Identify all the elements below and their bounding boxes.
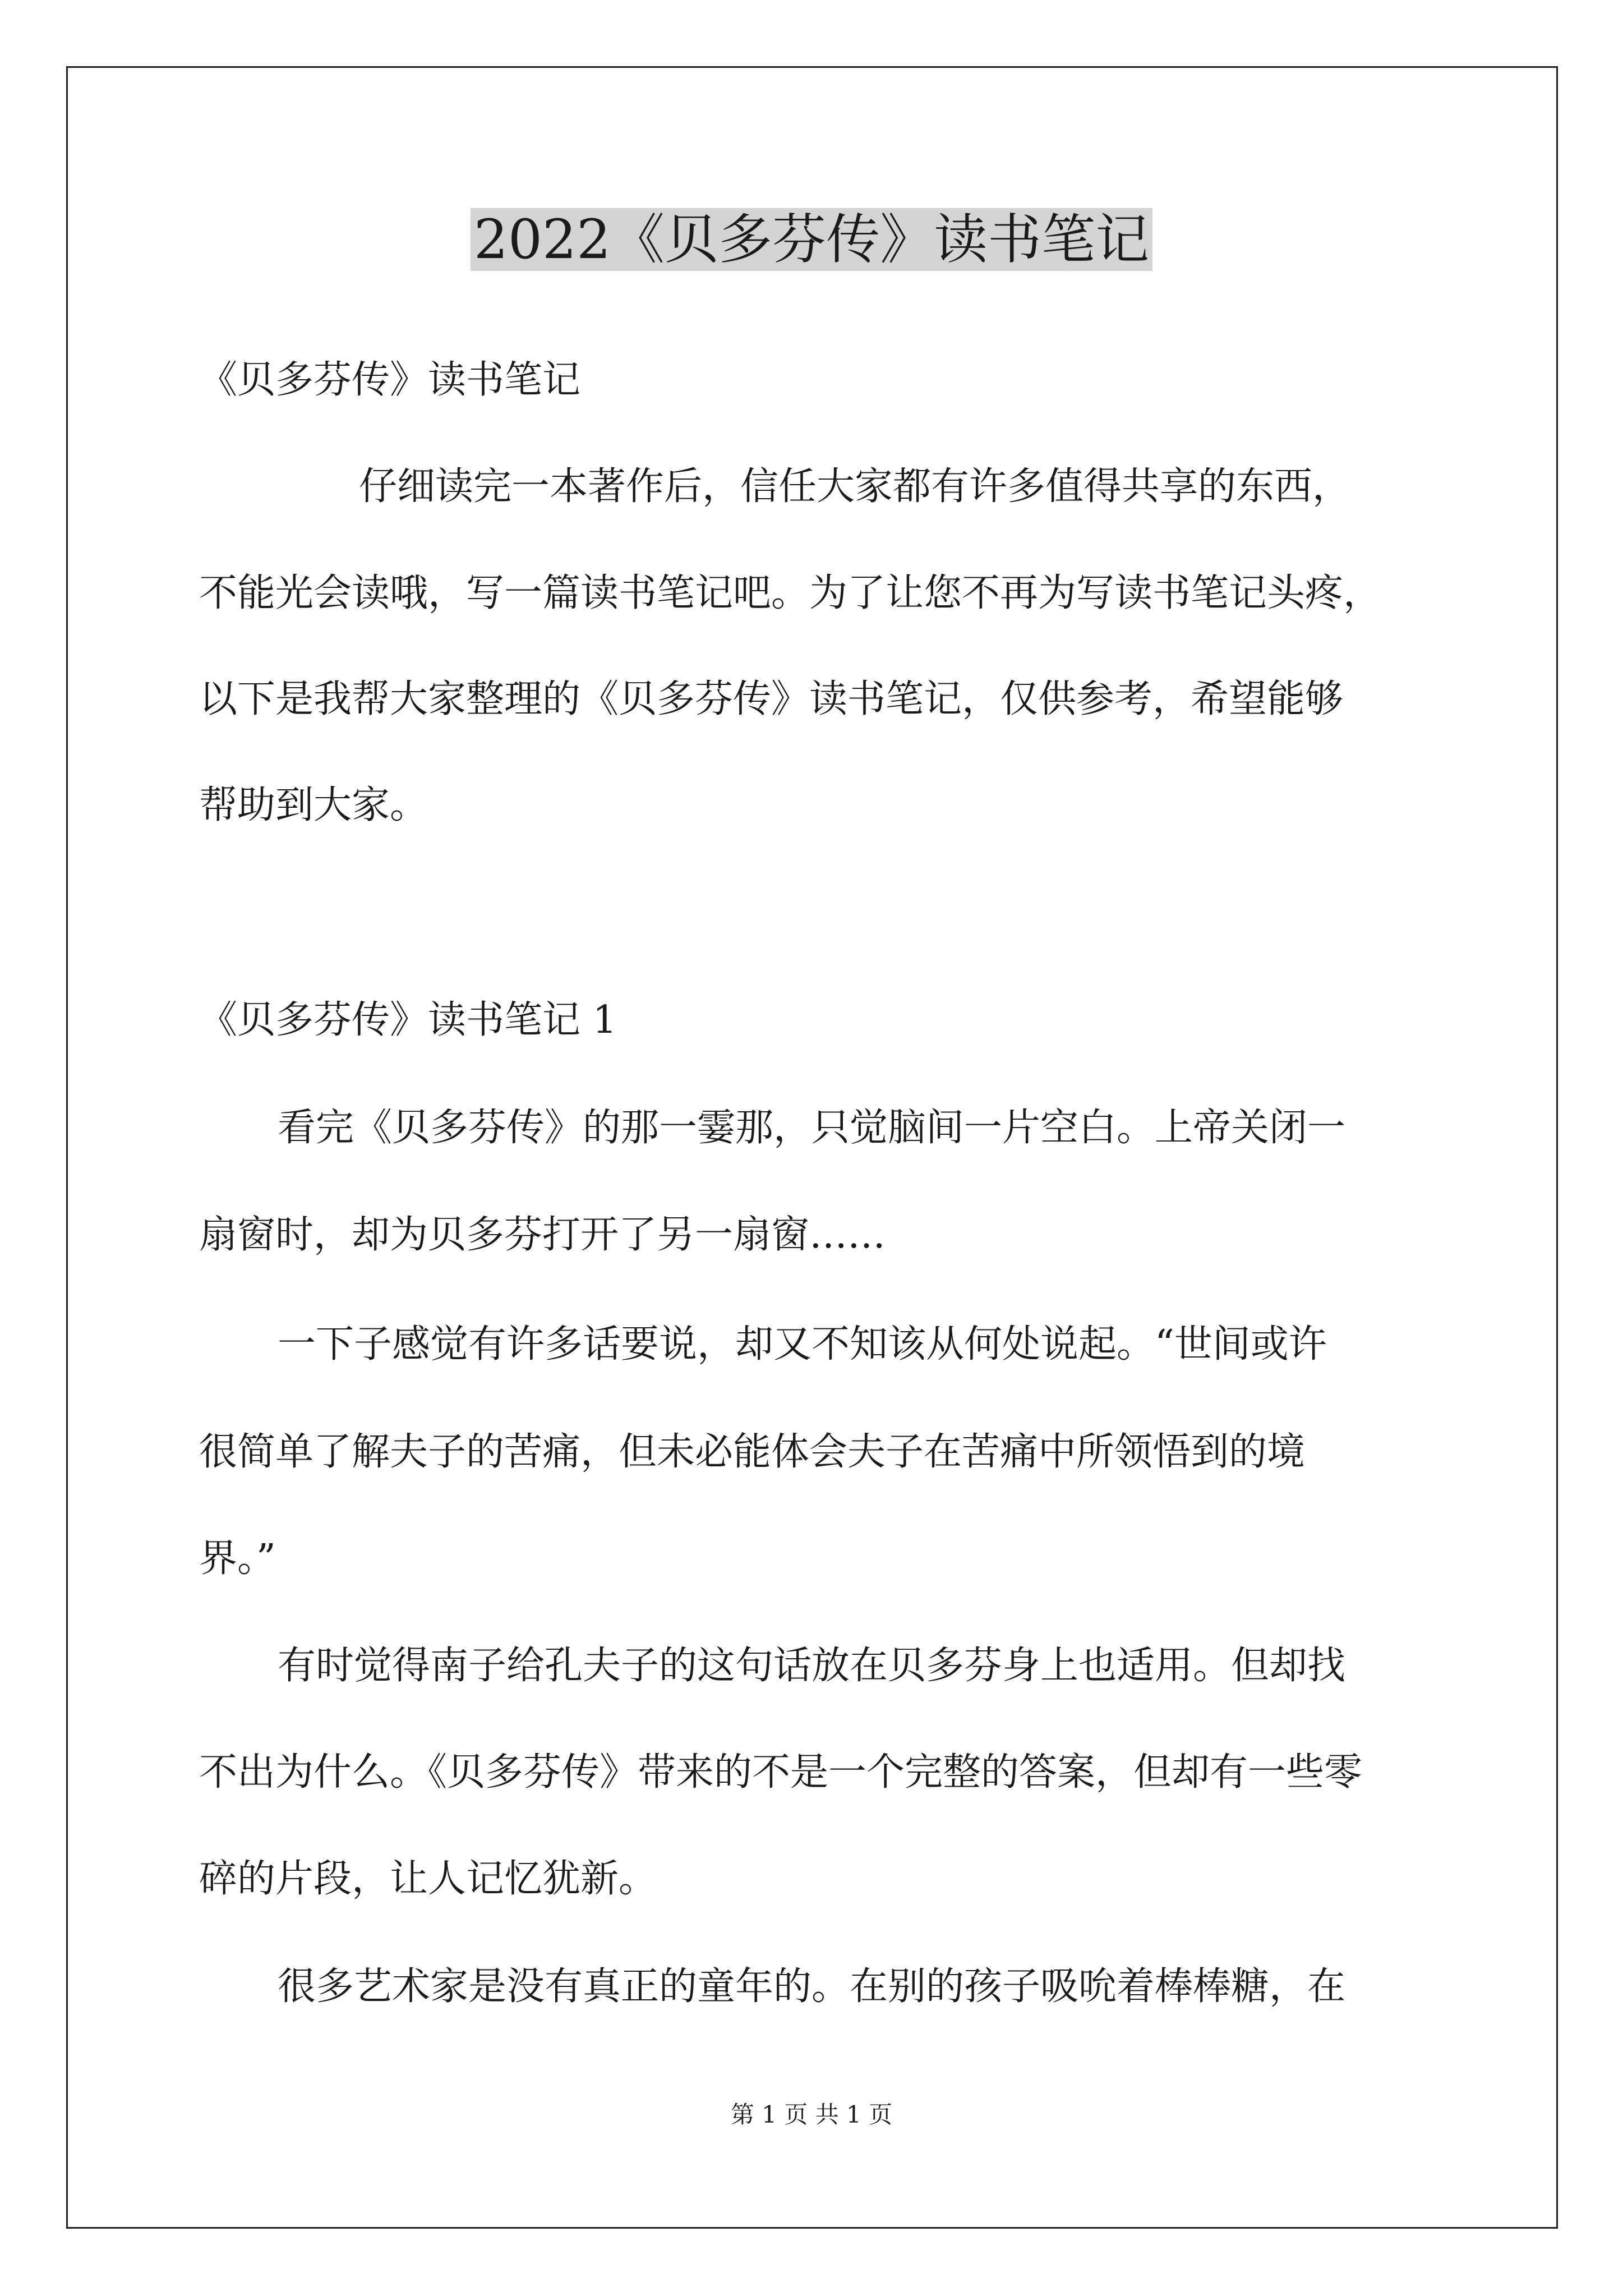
paragraph-line: 一下子感觉有许多话要说，却又不知该从何处说起。“世间或许	[278, 1322, 1327, 1366]
paragraph-line: 不能光会读哦，写一篇读书笔记吧。为了让您不再为写读书笔记头疼，	[199, 571, 1382, 615]
subtitle-line: 《贝多芬传》读书笔记	[199, 358, 581, 402]
paragraph-line: 碎的片段，让人记忆犹新。	[199, 1857, 657, 1901]
paragraph-line: 很简单了解夫子的苦痛，但未必能体会夫子在苦痛中所领悟到的境	[199, 1430, 1306, 1474]
document-title	[0, 203, 1623, 276]
title-text: 2022《贝多芬传》读书笔记	[471, 208, 1152, 271]
paragraph-line: 以下是我帮大家整理的《贝多芬传》读书笔记，仅供参考，希望能够	[199, 677, 1344, 721]
paragraph-line: 有时觉得南子给孔夫子的这句话放在贝多芬身上也适用。但却找	[278, 1644, 1346, 1688]
paragraph-line: 不出为什么。《贝多芬传》带来的不是一个完整的答案，但却有一些零	[199, 1750, 1363, 1795]
paragraph-line: 仔细读完一本著作后，信任大家都有许多值得共享的东西，	[359, 464, 1351, 509]
section-heading: 《贝多芬传》读书笔记 1	[199, 998, 617, 1042]
page-footer: 第 1 页 共 1 页	[730, 2101, 893, 2128]
paragraph-line: 帮助到大家。	[199, 783, 428, 827]
paragraph-line: 界。”	[199, 1536, 276, 1581]
paragraph-line: 扇窗时，却为贝多芬打开了另一扇窗……	[199, 1213, 886, 1257]
paragraph-line: 看完《贝多芬传》的那一霎那，只觉脑间一片空白。上帝关闭一	[278, 1106, 1346, 1150]
paragraph-line: 很多艺术家是没有真正的童年的。在别的孩子吸吮着棒棒糖，在	[278, 1964, 1346, 2009]
